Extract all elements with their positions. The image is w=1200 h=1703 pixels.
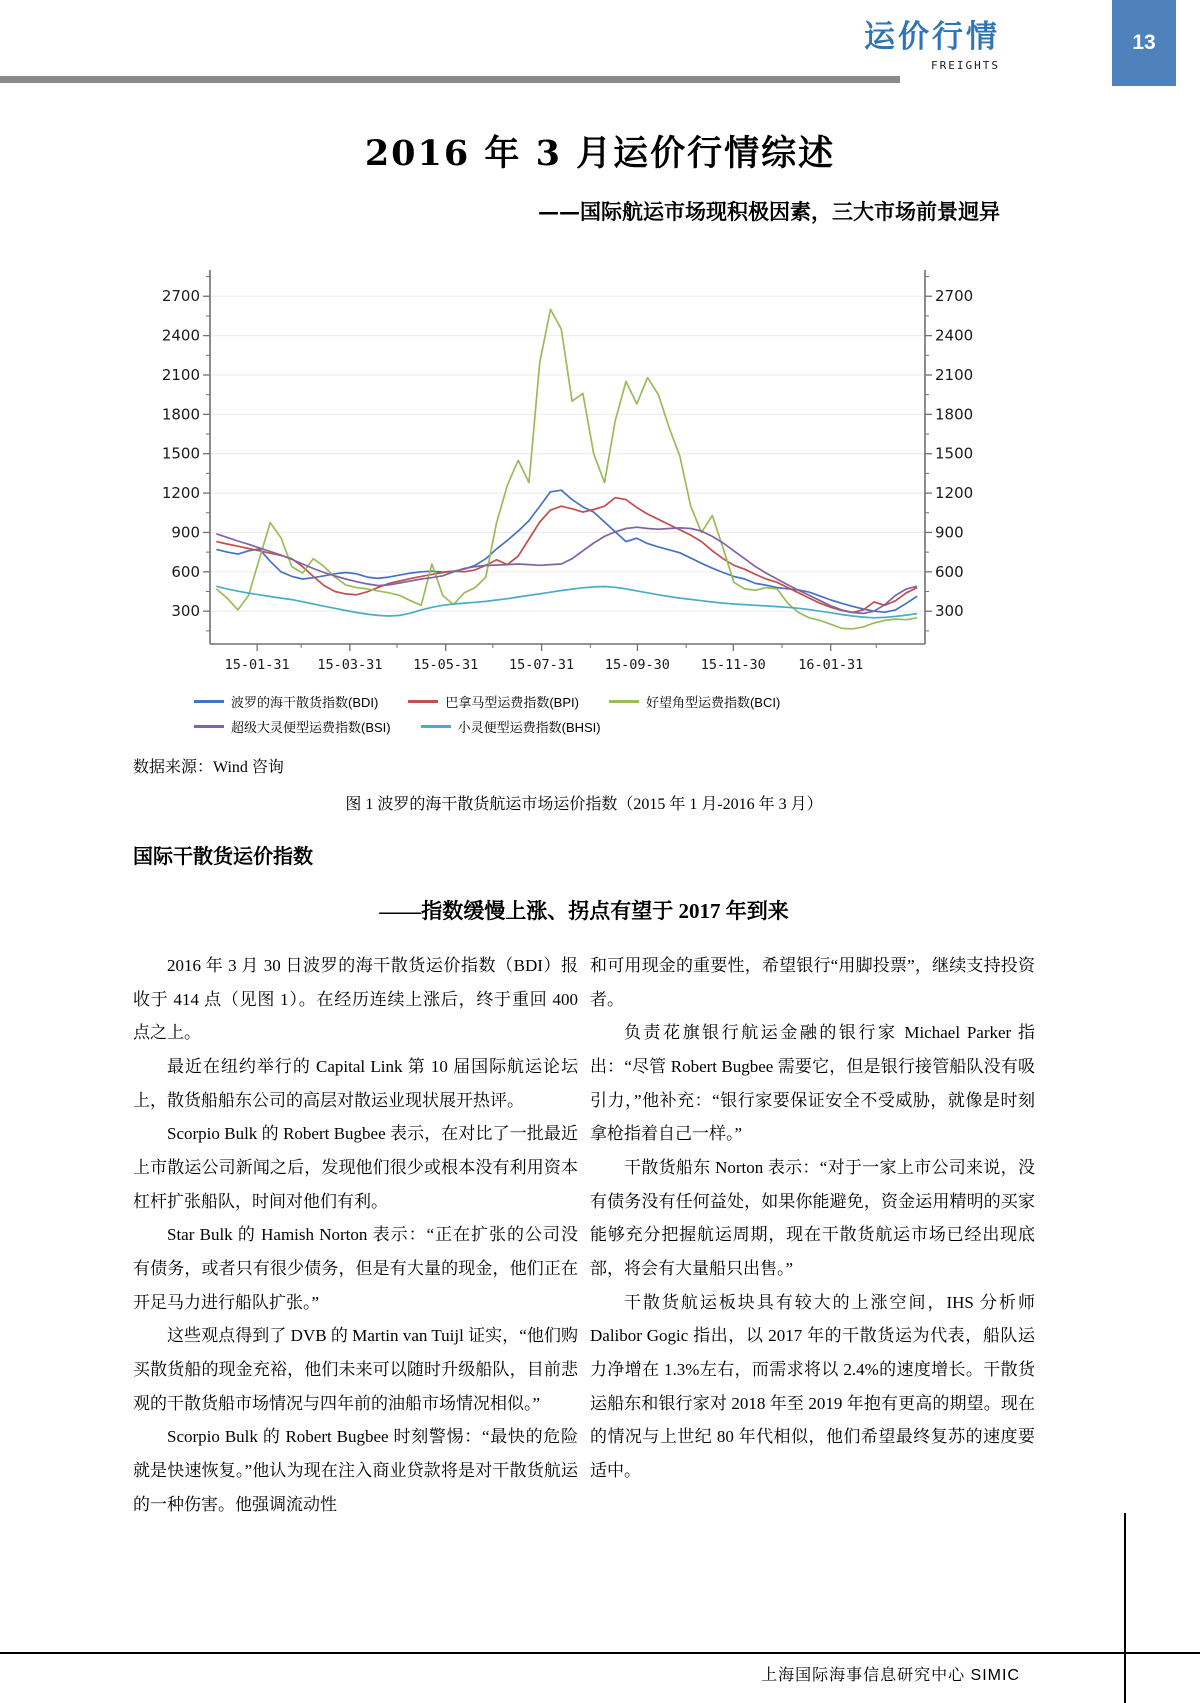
legend-item-BPI [408, 692, 579, 711]
x-tick-label: 15-01-31 [224, 657, 290, 673]
data-source-line: 数据来源：Wind 咨询 [133, 759, 284, 776]
legend-item-BHSI [421, 717, 601, 736]
y-tick-label: 2100 [935, 365, 974, 384]
body-columns [133, 949, 1035, 1521]
legend-item-BCI [609, 692, 780, 711]
paragraph: Scorpio Bulk 的 Robert Bugbee 时刻警惕：“最快的危险就是快速恢复。”他认为现在注入商业贷款将是对干散货航运的一种伤害。他强调流动性 [133, 1427, 578, 1514]
legend-swatch-BCI [609, 700, 639, 703]
y-tick-label: 2100 [161, 365, 200, 384]
x-tick-label: 15-07-31 [509, 657, 575, 673]
legend-item-BSI [194, 717, 391, 736]
page-number: 13 [1132, 31, 1156, 54]
y-tick-label: 1200 [935, 484, 974, 503]
legend-label: 波罗的海干散货指数(BDI) [231, 695, 379, 710]
header-gray-bar [0, 76, 900, 83]
section-heading: 国际干散货运价指数 [133, 846, 313, 868]
y-tick-label: 2400 [935, 326, 974, 345]
article-title: 2016 年 3 月运价行情综述 [364, 133, 836, 174]
legend-label: 小灵便型运费指数(BHSI) [457, 720, 601, 735]
series-line-BHSI [216, 586, 917, 618]
header-subtitle: FREIGHTS [931, 59, 1000, 73]
series-line-BCI [216, 309, 917, 629]
footer-vertical-rule [1124, 1513, 1126, 1703]
y-tick-label: 1500 [161, 444, 200, 463]
paragraph: Star Bulk 的 Hamish Norton 表示：“正在扩张的公司没有债务，或者只有很少债务，但是有大量的现金，他们正在开足马力进行船队扩张。” [133, 1225, 578, 1312]
legend-swatch-BHSI [421, 725, 451, 728]
page-number-box [1112, 0, 1176, 86]
paragraph: 负责花旗银行航运金融的银行家 Michael Parker 指出：“尽管 Robert Bugbee 需要它，但是银行接管船队没有吸引力，”他补充：“银行家要保证安全不受威胁，就像是时刻拿枪指着自己一样。” [590, 1023, 1035, 1144]
chart-legend [194, 692, 994, 736]
x-tick-label: 15-09-30 [604, 657, 670, 673]
paragraph: Scorpio Bulk 的 Robert Bugbee 表示，在对比了一批最近上市散运公司新闻之后，发现他们很少或根本没有利用资本杠杆扩张船队，时间对他们有利。 [133, 1124, 578, 1211]
section-subheading: ——指数缓慢上涨、拐点有望于 2017 年到来 [379, 899, 789, 923]
y-tick-label: 2700 [935, 287, 974, 306]
paragraph: 干散货船东 Norton 表示：“对于一家上市公司来说，没有债务没有任何益处，如果你能避免，资金运用精明的买家能够充分把握航运周期，现在干散货航运市场已经出现底部，将会有大量船只出售。” [590, 1157, 1035, 1278]
series-line-BDI [216, 490, 917, 612]
y-tick-label: 1500 [935, 444, 974, 463]
article-subtitle: ——国际航运市场现积极因素，三大市场前景迥异 [538, 199, 1000, 224]
y-tick-label: 1800 [935, 405, 974, 424]
figure-caption: 图 1 波罗的海干散货航运市场运价指数（2015 年 1 月-2016 年 3 月） [345, 796, 823, 813]
footer-text: 上海国际海事信息研究中心 SIMIC [761, 1667, 1020, 1684]
x-tick-label: 15-03-31 [317, 657, 383, 673]
x-tick-label: 15-11-30 [700, 657, 766, 673]
y-tick-label: 1800 [161, 405, 200, 424]
legend-swatch-BSI [194, 725, 224, 728]
legend-swatch-BDI [194, 700, 224, 703]
right-column [590, 949, 1035, 1521]
y-tick-label: 600 [935, 562, 964, 581]
left-column [133, 949, 578, 1521]
legend-label: 好望角型运费指数(BCI) [645, 695, 781, 710]
y-tick-label: 900 [171, 523, 200, 542]
legend-item-BDI [194, 692, 378, 711]
header-title: 运价行情 [864, 19, 1000, 54]
footer-rule [0, 1652, 1200, 1654]
series-line-BPI [216, 498, 917, 613]
y-tick-label: 300 [935, 602, 964, 621]
paragraph: 和可用现金的重要性，希望银行“用脚投票”，继续支持投资者。 [590, 956, 1035, 1009]
legend-label: 超级大灵便型运费指数(BSI) [231, 720, 391, 735]
paragraph: 最近在纽约举行的 Capital Link 第 10 届国际航运论坛上，散货船船东公司的高层对散运业现状展开热评。 [133, 1056, 578, 1110]
page-header [864, 20, 1000, 72]
paragraph: 这些观点得到了 DVB 的 Martin van Tuijl 证实，“他们购买散货船的现金充裕，他们未来可以随时升级船队，目前悲观的干散货船市场情况与四年前的油船市场情况相似。” [133, 1326, 578, 1413]
x-tick-label: 16-01-31 [798, 657, 864, 673]
y-tick-label: 1200 [161, 484, 200, 503]
y-tick-label: 2400 [161, 326, 200, 345]
paragraph: 2016 年 3 月 30 日波罗的海干散货运价指数（BDI）报收于 414 点（见图 1）。在经历连续上涨后，终于重回 400 点之上。 [133, 956, 578, 1043]
y-tick-label: 2700 [161, 287, 200, 306]
legend-label: 巴拿马型运费指数(BPI) [445, 695, 579, 710]
x-tick-label: 15-05-31 [413, 657, 479, 673]
chart-canvas [150, 256, 1000, 688]
y-tick-label: 900 [935, 523, 964, 542]
freight-index-chart [150, 256, 1000, 736]
y-tick-label: 300 [171, 602, 200, 621]
y-tick-label: 600 [171, 562, 200, 581]
series-line-BSI [216, 527, 917, 613]
paragraph: 干散货航运板块具有较大的上涨空间，IHS 分析师 Dalibor Gogic 指出，以 2017 年的干散货运为代表，船队运力净增在 1.3%左右，而需求将以 2.4%的速度增长。干散货运船东和银行家对 2018 年至 2019 年抱有更高的期望。现在的情况与上世纪 80 年代相似，他们希望最终复苏的速度要适中。 [590, 1292, 1035, 1480]
legend-swatch-BPI [408, 700, 438, 703]
